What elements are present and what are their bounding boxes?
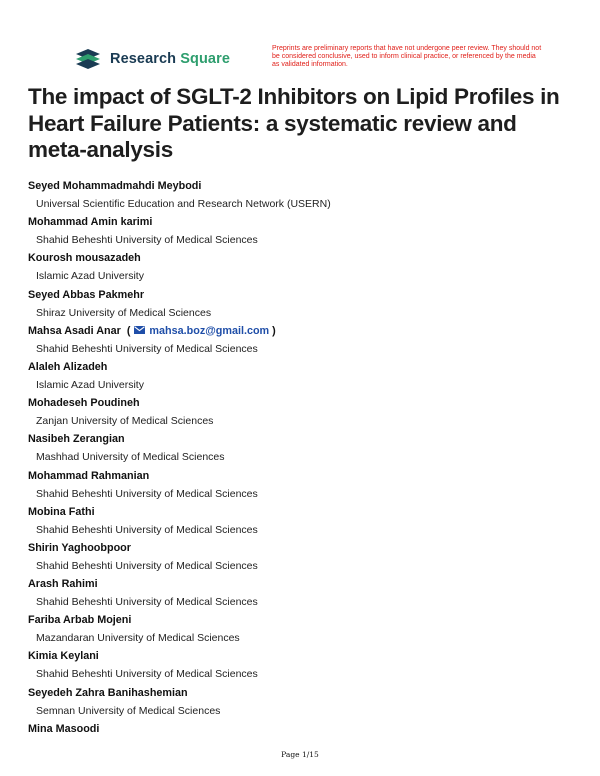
envelope-icon (134, 326, 145, 334)
author-name: Alaleh Alizadeh (28, 360, 108, 373)
page-header (74, 45, 544, 75)
author-list (28, 179, 588, 758)
author-name-line (28, 577, 588, 591)
author-affiliation: Shahid Beheshti University of Medical Sciences (36, 668, 258, 681)
email-open-paren: ( (126, 324, 131, 337)
author-entry (28, 541, 588, 577)
author-entry (28, 179, 588, 215)
author-name-line (28, 722, 588, 736)
author-name-line (28, 360, 588, 374)
author-affiliation: Semnan University of Medical Sciences (36, 704, 221, 717)
author-entry (28, 324, 588, 360)
author-name-line (28, 432, 588, 446)
author-affiliation: Islamic Azad University (36, 378, 144, 391)
author-affiliation: Mashhad University of Medical Sciences (36, 451, 225, 464)
author-entry (28, 686, 588, 722)
author-affiliation: Mazandaran University of Medical Sciences (36, 632, 240, 645)
brand-name: Research Square (110, 51, 230, 67)
author-entry (28, 469, 588, 505)
author-name: Fariba Arbab Mojeni (28, 614, 132, 627)
preprint-disclaimer: Preprints are preliminary reports that have not undergone peer review. They should not be considered conclusive, used to inform clinical practice, or referenced by the media as validated information. (272, 45, 542, 68)
research-square-logo[interactable] (74, 48, 230, 70)
author-entry (28, 432, 588, 468)
author-email-group (121, 325, 276, 337)
author-name-line (28, 324, 588, 338)
author-affiliation: Shiraz University of Medical Sciences (36, 306, 212, 319)
email-close-paren: ) (272, 324, 276, 337)
author-name: Mobina Fathi (28, 505, 95, 518)
author-affiliation: Shahid Beheshti University of Medical Sciences (36, 234, 258, 247)
author-email-link[interactable]: mahsa.boz@gmail.com (149, 324, 270, 337)
author-entry (28, 649, 588, 685)
author-entry (28, 396, 588, 432)
author-entry (28, 505, 588, 541)
author-name: Mina Masoodi (28, 722, 100, 735)
author-name: Seyed Abbas Pakmehr (28, 288, 145, 301)
page-number: Page 1/15 (281, 750, 319, 759)
author-name-line (28, 505, 588, 519)
author-name: Mohammad Amin karimi (28, 216, 153, 229)
author-name: Mahsa Asadi Anar (28, 324, 121, 337)
author-name: Shirin Yaghoobpoor (28, 541, 131, 554)
author-name-line (28, 396, 588, 410)
author-name: Seyedeh Zahra Banihashemian (28, 686, 188, 699)
author-name-line (28, 469, 588, 483)
author-affiliation: Shahid Beheshti University of Medical Sciences (36, 523, 258, 536)
author-name: Kourosh mousazadeh (28, 252, 141, 265)
author-affiliation: Zanjan University of Medical Sciences (36, 415, 214, 428)
author-name-line (28, 179, 588, 193)
author-name-line (28, 288, 588, 302)
research-square-logo-icon (74, 48, 102, 70)
author-affiliation: Islamic Azad University (36, 270, 144, 283)
author-entry (28, 288, 588, 324)
author-entry (28, 613, 588, 649)
author-name-line (28, 613, 588, 627)
author-name: Mohadeseh Poudineh (28, 397, 140, 410)
author-name: Nasibeh Zerangian (28, 433, 125, 446)
author-name-line (28, 541, 588, 555)
author-name-line (28, 251, 588, 265)
author-affiliation: Shahid Beheshti University of Medical Sciences (36, 487, 258, 500)
author-affiliation: Universal Scientific Education and Research Network (USERN) (36, 198, 331, 210)
author-name-line (28, 215, 588, 229)
author-name: Seyed Mohammadmahdi Meybodi (28, 180, 202, 192)
author-name: Kimia Keylani (28, 650, 99, 663)
author-name-line (28, 686, 588, 700)
author-name: Arash Rahimi (28, 578, 98, 591)
author-entry (28, 577, 588, 613)
author-affiliation: Shahid Beheshti University of Medical Sciences (36, 342, 258, 355)
author-affiliation: Shahid Beheshti University of Medical Sciences (36, 559, 258, 572)
author-name: Mohammad Rahmanian (28, 469, 150, 482)
author-entry (28, 251, 588, 287)
author-entry (28, 215, 588, 251)
author-entry (28, 360, 588, 396)
author-affiliation: Shahid Beheshti University of Medical Sciences (36, 596, 258, 609)
paper-title: The impact of SGLT-2 Inhibitors on Lipid Profiles in Heart Failure Patients: a systematic review and meta-analysis (28, 84, 560, 162)
author-name-line (28, 649, 588, 663)
